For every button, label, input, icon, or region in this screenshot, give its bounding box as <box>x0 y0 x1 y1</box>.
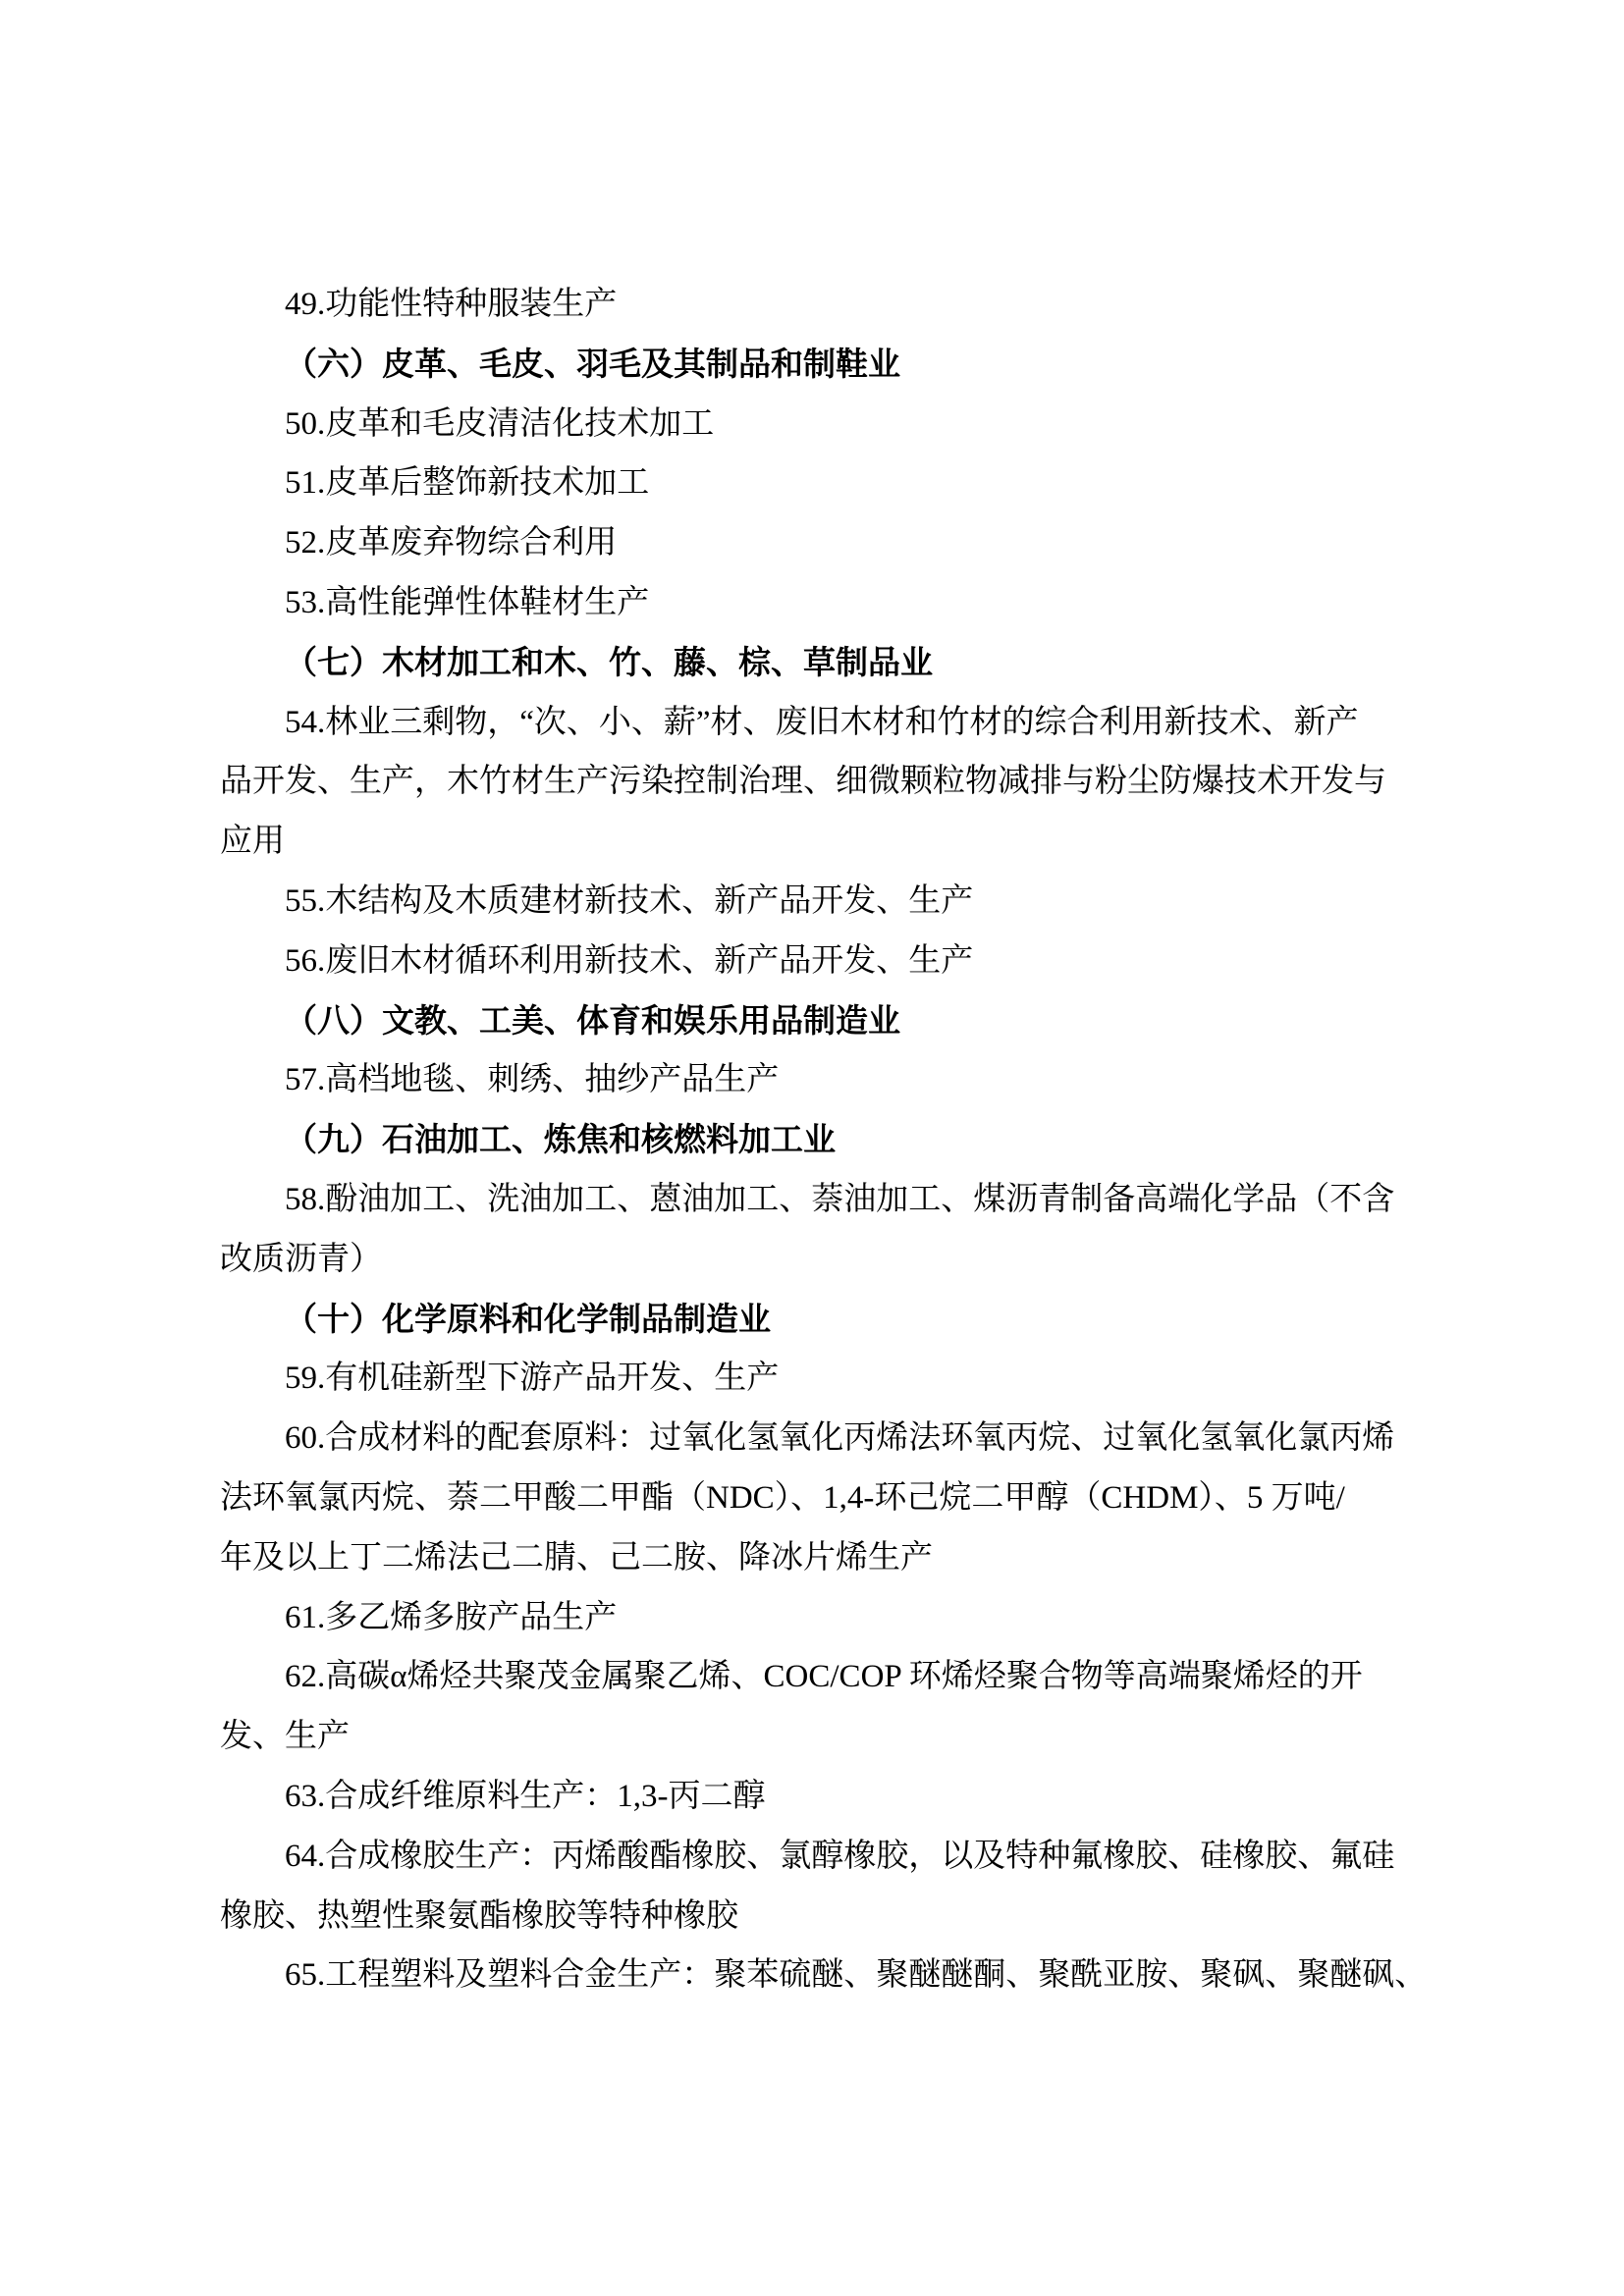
list-item-continuation: 年及以上丁二烯法己二腈、己二胺、降冰片烯生产 <box>220 1539 933 1575</box>
list-item: 51.皮革后整饰新技术加工 <box>285 465 650 502</box>
section-heading: （十）化学原料和化学制品制造业 <box>285 1300 771 1337</box>
document-text-block <box>220 275 1428 2005</box>
list-item: 54.林业三剩物，“次、小、薪”材、废旧木材和竹材的综合利用新技术、新产 <box>285 704 1359 740</box>
list-item-continuation: 橡胶、热塑性聚氨酯橡胶等特种橡胶 <box>220 1897 738 1934</box>
list-item: 50.皮革和毛皮清洁化技术加工 <box>285 405 715 442</box>
list-item: 52.皮革废弃物综合利用 <box>285 525 618 561</box>
list-item-continuation: 发、生产 <box>220 1719 350 1755</box>
list-item: 53.高性能弹性体鞋材生产 <box>285 584 650 620</box>
list-item: 55.木结构及木质建材新技术、新产品开发、生产 <box>285 882 974 919</box>
list-item: 60.合成材料的配套原料：过氧化氢氧化丙烯法环氧丙烷、过氧化氢氧化氯丙烯 <box>285 1420 1395 1457</box>
list-item: 63.合成纤维原料生产：1,3-丙二醇 <box>285 1778 766 1814</box>
list-item-continuation: 应用 <box>220 824 285 860</box>
list-item-continuation: 法环氧氯丙烷、萘二甲酸二甲酯（NDC）、1,4-环己烷二甲醇（CHDM）、5 万吨/ <box>220 1479 1345 1516</box>
section-heading: （九）石油加工、炼焦和核燃料加工业 <box>285 1121 836 1158</box>
list-item: 56.废旧木材循环利用新技术、新产品开发、生产 <box>285 942 974 979</box>
list-item-continuation: 改质沥青） <box>220 1241 382 1277</box>
list-item: 58.酚油加工、洗油加工、蒽油加工、萘油加工、煤沥青制备高端化学品（不含 <box>285 1181 1395 1217</box>
list-item: 57.高档地毯、刺绣、抽纱产品生产 <box>285 1062 780 1098</box>
list-item: 61.多乙烯多胺产品生产 <box>285 1599 618 1635</box>
list-item: 59.有机硅新型下游产品开发、生产 <box>285 1361 780 1397</box>
list-item: 49.功能性特种服装生产 <box>285 287 618 322</box>
section-heading: （六）皮革、毛皮、羽毛及其制品和制鞋业 <box>285 345 900 382</box>
section-heading: （八）文教、工美、体育和娱乐用品制造业 <box>285 1001 900 1039</box>
list-item: 62.高碳α烯烃共聚茂金属聚乙烯、COC/COP 环烯烃聚合物等高端聚烯烃的开 <box>285 1659 1363 1695</box>
section-heading: （七）木材加工和木、竹、藤、棕、草制品业 <box>285 643 933 680</box>
list-item: 64.合成橡胶生产：丙烯酸酯橡胶、氯醇橡胶，以及特种氟橡胶、硅橡胶、氟硅 <box>285 1838 1395 1874</box>
list-item: 65.工程塑料及塑料合金生产：聚苯硫醚、聚醚醚酮、聚酰亚胺、聚砜、聚醚砜、 <box>285 1957 1428 1994</box>
list-item-continuation: 品开发、生产，木竹材生产污染控制治理、细微颗粒物减排与粉尘防爆技术开发与 <box>220 764 1386 800</box>
